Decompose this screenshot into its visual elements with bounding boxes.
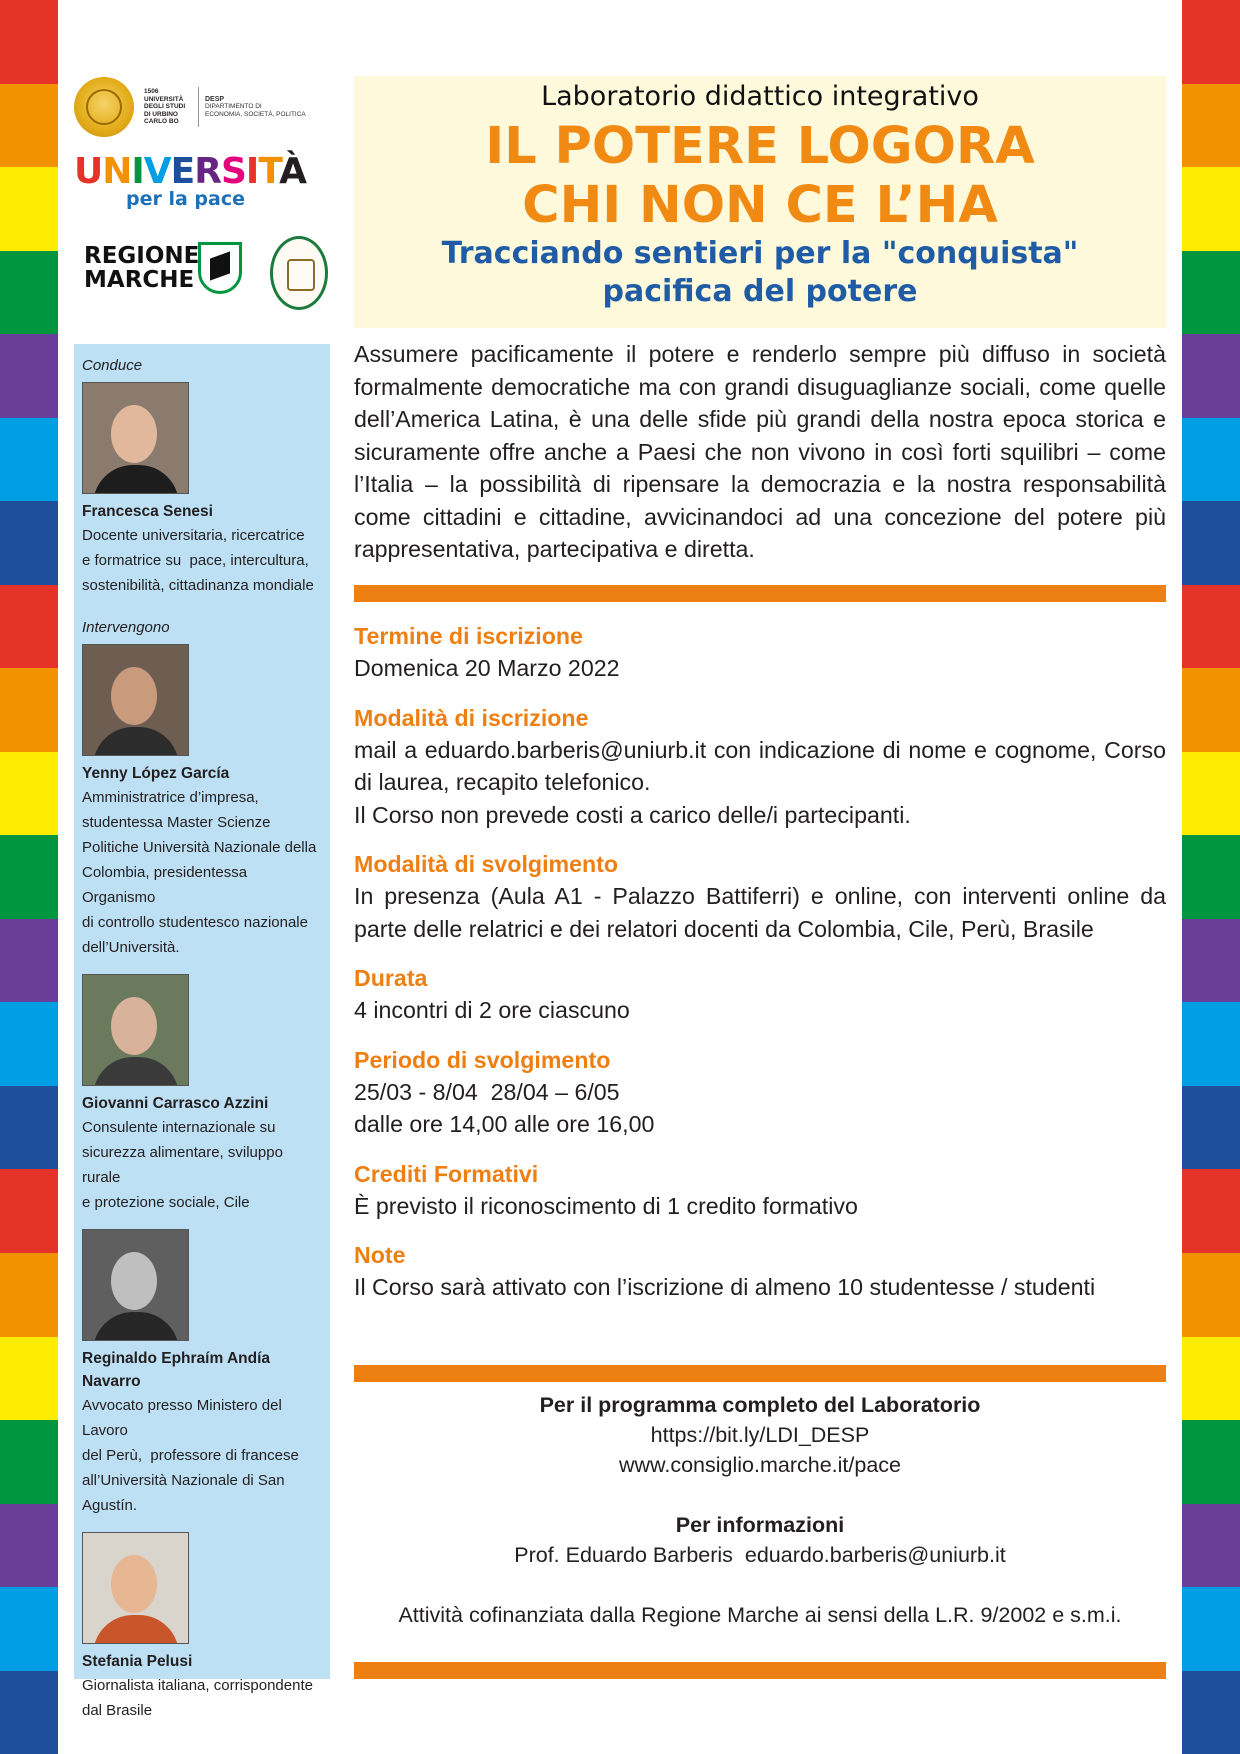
headline — [354, 117, 1166, 235]
rainbow-band — [0, 1504, 58, 1588]
regione-marche-wordmark — [84, 244, 199, 292]
description-line: Giornalista italiana, corrispondente — [82, 1677, 313, 1694]
speaker-name: Yenny López García — [82, 765, 230, 782]
logos-block — [74, 76, 334, 300]
headline-line: IL POTERE LOGORA — [485, 117, 1035, 176]
rainbow-band — [1182, 1671, 1240, 1754]
section-termine — [354, 620, 1166, 685]
rainbow-band — [0, 919, 58, 1003]
rainbow-band — [0, 1587, 58, 1671]
description-line: e formatrice su pace, intercultura, — [82, 552, 309, 569]
description-line: dal Brasile — [82, 1702, 153, 1719]
rainbow-band — [1182, 919, 1240, 1003]
rainbow-band — [0, 1169, 58, 1253]
rainbow-band — [0, 1671, 58, 1754]
section-note — [354, 1239, 1166, 1304]
regione-marche-logo — [74, 236, 334, 300]
rainbow-band — [1182, 1337, 1240, 1421]
section-periodo — [354, 1044, 1166, 1141]
description-line: studentessa Master Scienze — [82, 814, 271, 831]
department-abbr: DESP — [205, 95, 225, 103]
university-line: DI URBINO — [144, 110, 178, 118]
rainbow-band — [1182, 251, 1240, 335]
speaker-name: Giovanni Carrasco Azzini — [82, 1095, 269, 1112]
rainbow-band — [1182, 835, 1240, 919]
section-heading: Termine di iscrizione — [354, 623, 583, 649]
description-line: Agustín. — [82, 1497, 138, 1514]
section-heading: Modalità di svolgimento — [354, 851, 619, 877]
university-line: UNIVERSITÀ — [144, 95, 184, 103]
description-line: sostenibilità, cittadinanza mondiale — [82, 577, 314, 594]
face-shape — [111, 1252, 157, 1310]
divider-rule — [354, 1365, 1166, 1382]
rainbow-band — [0, 668, 58, 752]
department-name — [205, 96, 306, 119]
rainbow-band — [0, 0, 58, 84]
section-text: mail a eduardo.barberis@uniurb.it con indicazione di nome e cognome, Corso di laurea, recapito telefonico. — [354, 736, 1166, 795]
rainbow-band — [1182, 668, 1240, 752]
rainbow-band — [0, 84, 58, 168]
divider-rule — [354, 585, 1166, 602]
description-line: Docente universitaria, ricercatrice — [82, 527, 305, 544]
headline-line: CHI NON CE L’HA — [522, 176, 998, 235]
info-heading: Per informazioni — [675, 1513, 845, 1537]
logo-letter: N — [102, 151, 132, 192]
speaker-description — [82, 523, 322, 598]
program-link-bitly[interactable]: https://bit.ly/LDI_DESP — [650, 1423, 870, 1447]
description-line: Avvocato presso Ministero del Lavoro — [82, 1397, 282, 1439]
section-text: dalle ore 14,00 alle ore 16,00 — [354, 1111, 655, 1137]
section-text: Il Corso non prevede costi a carico delle/i partecipanti. — [354, 801, 911, 828]
funding-note: Attività cofinanziata dalla Regione Marche ai sensi della L.R. 9/2002 e s.m.i. — [398, 1603, 1122, 1627]
program-link-consiglio[interactable]: www.consiglio.marche.it/pace — [618, 1453, 901, 1477]
speaker-name: Stefania Pelusi — [82, 1653, 193, 1670]
rainbow-band — [0, 501, 58, 585]
face-shape — [111, 667, 157, 725]
logo-letter: I — [131, 151, 144, 192]
subtitle-line: Tracciando sentieri per la "conquista" — [441, 236, 1079, 271]
university-logo — [74, 76, 334, 138]
speaker-host — [82, 382, 322, 598]
description-line: Politiche Università Nazionale della — [82, 839, 317, 856]
section-text: È previsto il riconoscimento di 1 credito formativo — [354, 1192, 858, 1219]
regione-line: REGIONE — [84, 243, 200, 269]
info-sections — [354, 620, 1166, 1321]
rainbow-band — [0, 251, 58, 335]
section-text: 25/03 - 8/04 28/04 – 6/05 — [354, 1078, 620, 1105]
speaker-guest — [82, 644, 322, 960]
logo-letter: T — [258, 151, 280, 192]
speaker-photo — [82, 974, 189, 1086]
regione-line: MARCHE — [84, 267, 195, 293]
rainbow-band — [1182, 1086, 1240, 1170]
description-line: dell’Università. — [82, 939, 180, 956]
section-modalita-svolgimento — [354, 848, 1166, 945]
description-line: Colombia, presidentessa Organismo — [82, 864, 248, 906]
rainbow-band — [0, 1002, 58, 1086]
program-heading: Per il programma completo del Laboratorio — [539, 1393, 981, 1417]
university-line: DEGLI STUDI — [144, 103, 186, 111]
section-crediti — [354, 1158, 1166, 1223]
speaker-name-line: Reginaldo Ephraím Andía — [82, 1350, 271, 1367]
speaker-name: Francesca Senesi — [82, 503, 213, 520]
rainbow-band — [0, 418, 58, 502]
rainbow-band — [0, 1420, 58, 1504]
body-shape — [93, 1312, 179, 1341]
speaker-photo — [82, 1532, 189, 1644]
speaker-description — [82, 785, 322, 960]
university-name — [144, 88, 192, 126]
title-kicker: Laboratorio didattico integrativo — [541, 81, 979, 112]
subtitle-line: pacifica del potere — [602, 274, 918, 309]
section-heading: Modalità di iscrizione — [354, 704, 589, 731]
title-box — [354, 76, 1166, 328]
conduce-label: Conduce — [82, 357, 143, 374]
body-shape — [93, 727, 179, 756]
rainbow-band — [1182, 501, 1240, 585]
rainbow-band — [1182, 1587, 1240, 1671]
logo-divider — [198, 87, 199, 127]
per-la-pace-tagline: per la pace — [126, 188, 245, 210]
universita-wordmark — [74, 151, 306, 192]
rainbow-band — [0, 752, 58, 836]
speaker-description — [82, 1115, 322, 1215]
rainbow-band — [1182, 1504, 1240, 1588]
rainbow-band — [1182, 585, 1240, 669]
section-heading: Durata — [354, 965, 428, 991]
description-line: del Perù, professore di francese — [82, 1447, 299, 1464]
spacer — [354, 1480, 1166, 1510]
logo-letter: V — [143, 151, 171, 192]
intervengono-label: Intervengono — [82, 619, 170, 636]
rainbow-band — [0, 334, 58, 418]
face-shape — [111, 1555, 157, 1613]
speaker-description — [82, 1393, 322, 1518]
rainbow-band — [1182, 1169, 1240, 1253]
rainbow-band — [1182, 1253, 1240, 1337]
rainbow-band — [0, 1086, 58, 1170]
universita-per-la-pace-logo — [74, 152, 334, 214]
section-text: Il Corso sarà attivato con l’iscrizione di almeno 10 studentesse / studenti — [354, 1274, 1096, 1300]
speaker-guest — [82, 1229, 322, 1518]
rainbow-band — [1182, 0, 1240, 84]
section-text: 4 incontri di 2 ore ciascuno — [354, 997, 630, 1023]
rainbow-stripe-right — [1182, 0, 1240, 1754]
rainbow-band — [1182, 84, 1240, 168]
spacer — [354, 1570, 1166, 1600]
face-shape — [111, 405, 157, 463]
subtitle — [354, 235, 1166, 311]
university-line: CARLO BO — [144, 118, 179, 126]
section-heading: Crediti Formativi — [354, 1160, 539, 1187]
intro-paragraph: Assumere pacificamente il potere e renderlo sempre più diffuso in società formalmente democratiche ma con grandi disuguaglianze sociali, come quelle dell’America Latina, è una delle sfide più grandi della nostra epoca storica e sicuramente offre anche a Paesi che non vivono in così forti squilibri – come l’Italia – la possibilità di ripensare la democrazia e la nostra responsabilità come cittadini e cittadine, avvicinandoci ad una concezione del potere più rappresentativa, partecipativa e diretta. — [354, 341, 1166, 562]
rainbow-band — [1182, 334, 1240, 418]
university-seal-icon — [74, 77, 134, 137]
university-year: 1506 — [144, 88, 159, 96]
logo-letter: R — [194, 151, 221, 192]
section-modalita-iscrizione — [354, 702, 1166, 832]
description-line: e protezione sociale, Cile — [82, 1194, 250, 1211]
logo-letter: E — [170, 151, 195, 192]
speaker-guest — [82, 1532, 322, 1723]
description-line: Consulente internazionale su — [82, 1119, 276, 1136]
speaker-name-line: Navarro — [82, 1373, 141, 1390]
speaker-name — [82, 1347, 322, 1393]
rainbow-stripe-left — [0, 0, 58, 1754]
rainbow-band — [0, 835, 58, 919]
section-text: In presenza (Aula A1 - Palazzo Battiferri) e online, con interventi online da parte delle relatrici e dei relatori docenti da Colombia, Cile, Perù, Brasile — [354, 883, 1166, 942]
rainbow-band — [1182, 752, 1240, 836]
info-contact: Prof. Eduardo Barberis eduardo.barberis@uniurb.it — [514, 1543, 1006, 1567]
rainbow-band — [1182, 1002, 1240, 1086]
rainbow-band — [0, 1253, 58, 1337]
department-line: ECONOMIA, SOCIETÀ, POLITICA — [205, 110, 306, 118]
speaker-photo — [82, 644, 189, 756]
body-shape — [93, 1057, 179, 1086]
regione-marche-emblem-icon — [198, 242, 242, 294]
consiglio-regionale-seal-icon — [270, 236, 328, 310]
rainbow-band — [1182, 167, 1240, 251]
speaker-guest — [82, 974, 322, 1215]
description-line: di controllo studentesco nazionale — [82, 914, 308, 931]
section-heading: Periodo di svolgimento — [354, 1046, 611, 1073]
logo-letter: S — [220, 151, 246, 192]
speaker-photo — [82, 1229, 189, 1341]
logo-letter: I — [245, 151, 259, 192]
rainbow-band — [0, 1337, 58, 1421]
description-line: sicurezza alimentare, sviluppo rurale — [82, 1144, 283, 1186]
rainbow-band — [0, 585, 58, 669]
footer — [354, 1390, 1166, 1630]
rainbow-band — [0, 167, 58, 251]
body-shape — [93, 1615, 179, 1644]
speaker-photo — [82, 382, 189, 494]
face-shape — [111, 997, 157, 1055]
rainbow-band — [1182, 1420, 1240, 1504]
section-durata — [354, 962, 1166, 1027]
section-heading: Note — [354, 1242, 406, 1268]
section-text: Domenica 20 Marzo 2022 — [354, 655, 620, 681]
logo-letter: U — [74, 151, 103, 192]
department-line: DIPARTIMENTO DI — [205, 103, 262, 111]
body-shape — [93, 465, 179, 494]
speakers-panel — [74, 344, 330, 1719]
description-line: all’Università Nazionale di San — [82, 1472, 285, 1489]
speaker-description — [82, 1673, 322, 1723]
logo-letter: À — [279, 151, 306, 192]
divider-rule — [354, 1662, 1166, 1679]
rainbow-band — [1182, 418, 1240, 502]
description-line: Amministratrice d’impresa, — [82, 789, 259, 806]
